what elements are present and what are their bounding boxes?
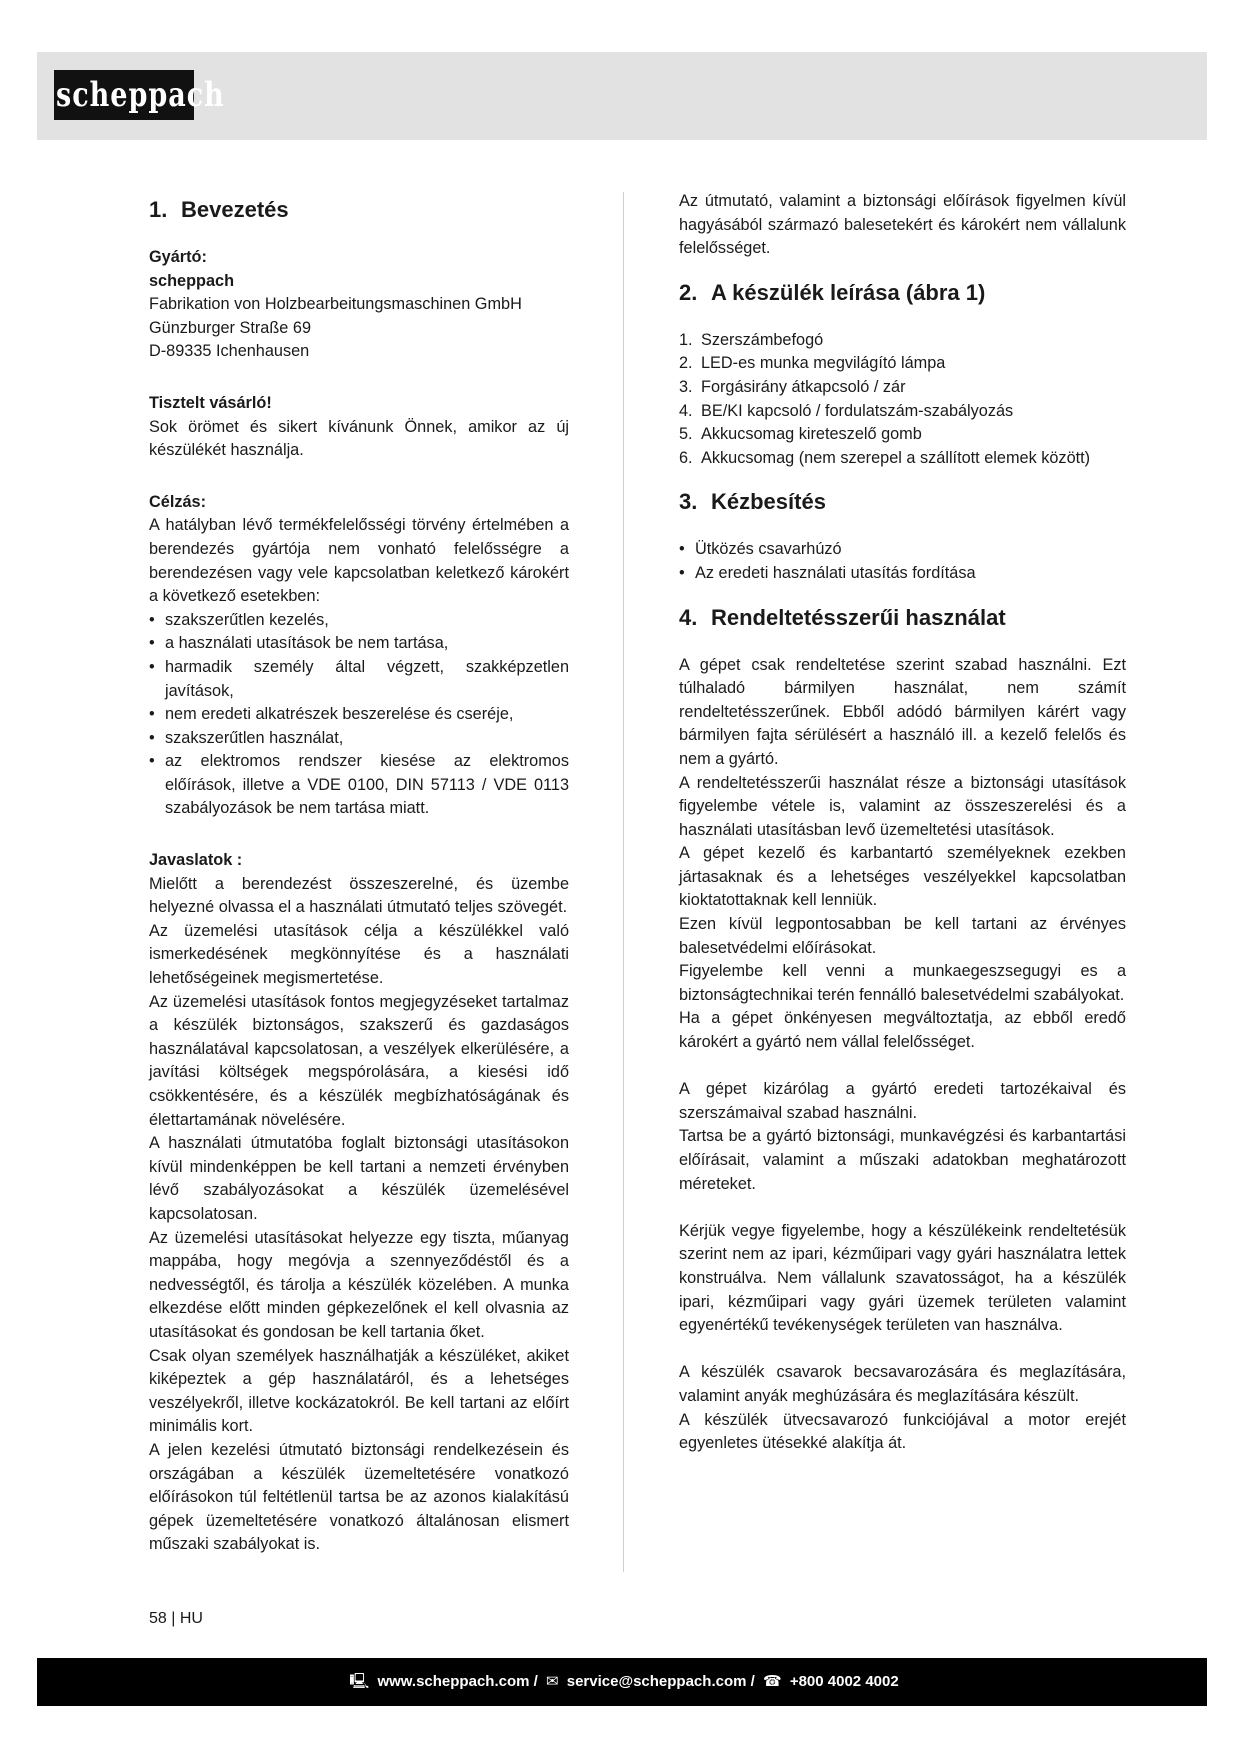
- section-1-heading: 1. Bevezetés: [149, 197, 289, 222]
- intended-use-paragraph: Tartsa be a gyártó biztonsági, munkavégzési és karbantartási előírásait, valamint a műszaki adatokban meghatározott méreteket.: [679, 1127, 1126, 1193]
- intended-use-paragraph: Figyelembe kell venni a munkaegeszsegugyi es a biztonságtechnikai terén fennálló balesetvédelmi szabályokat.: [679, 962, 1126, 1004]
- intended-use-paragraph: A rendeltetésszerűi használat része a biztonsági utasítások figyelembe vétele is, valamint az összeszerelési és a használati utasításban levő üzemeltetési utasítások.: [679, 773, 1126, 839]
- email-link[interactable]: service@scheppach.com: [566, 1673, 747, 1690]
- dear-customer-label: Tisztelt vásárló!: [149, 393, 272, 412]
- scheppach-logo: scheppach: [54, 70, 194, 120]
- recommendation-paragraph: Az üzemelési utasítások célja a készülékkel való ismerkedésének megkönnyítése és a használati lehetőségeinek megismertetése.: [149, 921, 569, 988]
- left-column: [149, 190, 569, 1557]
- device-parts-list: [679, 329, 1126, 471]
- phone-icon: ☎: [762, 1673, 782, 1690]
- section-4-heading: 4. Rendeltetésszerűi használat: [679, 604, 1006, 630]
- recommendation-paragraph: A jelen kezelési útmutató biztonsági rendelkezésein és országában a készülék üzemeltetésére vonatkozó előírásokon túl feltétlenül tartsa be az azonos kialakítású gépek üzemeltetésére vonatkozó általánosan elismert műszaki szabályokat is.: [149, 1440, 569, 1554]
- recommendation-paragraph: A használati útmutatóba foglalt biztonsági utasításokon kívül mindenképpen be kell tartani a nemzeti érvényben lévő szabályozásokat a készülék üzemelésével kapcsolatosan.: [149, 1134, 569, 1223]
- section-2-heading: 2. A készülék leírása (ábra 1): [679, 279, 986, 305]
- right-column: [679, 190, 1126, 1456]
- intended-use-paragraph: Ha a gépet önkényesen megváltoztatja, az ebből eredő károkért a gyártó nem vállal felelősséget.: [679, 1009, 1126, 1052]
- recommendations-label: Javaslatok :: [149, 851, 243, 870]
- address-line: Fabrikation von Holzbearbeitungsmaschinen GmbH: [149, 295, 522, 314]
- list-item: 1. Szerszámbefogó: [679, 330, 824, 349]
- list-item: • harmadik személy által végzett, szakképzetlen javítások,: [149, 656, 569, 703]
- mail-icon: ✉: [545, 1673, 559, 1690]
- address-line: D-89335 Ichenhausen: [149, 342, 310, 361]
- notice-list: [149, 609, 569, 821]
- website-link[interactable]: www.scheppach.com: [377, 1673, 530, 1690]
- list-item: 3. Forgásirány átkapcsoló / zár: [679, 377, 906, 396]
- intended-use-paragraph: A gépet csak rendeltetése szerint szabad használni. Ezt túlhaladó bármilyen használat, nem számít rendeltetésszerűnek. Ebből adódó bármilyen kárért vagy bármilyen fajta sérülésért a használó ill. a kezelő felelős és nem a gyártó.: [679, 655, 1126, 768]
- list-item: 6. Akkucsomag (nem szerepel a szállított elemek között): [679, 448, 1091, 467]
- intended-use-paragraph: A gépet kezelő és karbantartó személyeknek ezekben jártasaknak és a lehetséges veszélyekkel kapcsolatban kioktatottaknak kell lenniük.: [679, 844, 1126, 910]
- list-item: • nem eredeti alkatrészek beszerelése és cseréje,: [149, 703, 569, 727]
- list-item: • Az eredeti használati utasítás fordítása: [679, 562, 1126, 586]
- list-item: • szakszerűtlen használat,: [149, 727, 569, 751]
- column-divider: [623, 192, 624, 1572]
- recommendation-paragraph: Az üzemelési utasításokat helyezze egy tiszta, műanyag mappába, hogy megóvja a szennyeződéstől és a nedvességtől, és tárolja a készülék közelében. A munka elkezdése előtt minden gépkezelőnek el kell olvasnia az utasításokat és gondosan be kell tartania őket.: [149, 1228, 569, 1341]
- intended-use-paragraph: Kérjük vegye figyelembe, hogy a készülékeink rendeltetésük szerint nem az ipari, kézműipari vagy gyári használatra lettek konstruálva. Nem vállalunk szavatosságot, ha a készülék ipari, kézműipari vagy gyári üzemek területen valamint egyenértékű tevékenységek területen van használva.: [679, 1221, 1126, 1335]
- intended-use-paragraph: A gépet kizárólag a gyártó eredeti tartozékaival és szerszámaival szabad használni.: [679, 1080, 1126, 1122]
- phone-number[interactable]: +800 4002 4002: [789, 1673, 899, 1690]
- notice-text: A hatályban lévő termékfelelősségi törvény értelmében a berendezés gyártója nem vonható felelősségre a berendezésen vagy vele kapcsolatban keletkező károkért a következő esetekben:: [149, 516, 569, 606]
- list-item: 4. BE/KI kapcsoló / fordulatszám-szabályozás: [679, 401, 1014, 420]
- liability-intro-text: Az útmutató, valamint a biztonsági előírások figyelmen kívül hagyásából származó balesetekért és károkért nem vállalunk felelősséget.: [679, 192, 1126, 258]
- recommendation-paragraph: Mielőtt a berendezést összeszerelné, és üzembe helyezné olvassa el a használati útmutató teljes szövegét.: [149, 874, 569, 917]
- computer-icon: 🖳: [349, 1673, 370, 1690]
- delivery-list: [679, 538, 1126, 585]
- intended-use-paragraph: Ezen kívül legpontosabban be kell tartani az érvényes balesetvédelmi előírásokat.: [679, 915, 1126, 957]
- list-item: • Ütközés csavarhúzó: [679, 538, 1126, 562]
- intended-use-paragraph: A készülék ütvecsavarozó funkciójával a motor erejét egyenletes ütésekké alakítja át.: [679, 1410, 1126, 1453]
- manufacturer-label: Gyártó:: [149, 248, 207, 266]
- intended-use-paragraph: A készülék csavarok becsavarozására és meglazítására, valamint anyák meghúzására és meglazítására készült.: [679, 1363, 1126, 1405]
- notice-label: Célzás:: [149, 492, 207, 511]
- list-item: • a használati utasítások be nem tartása,: [149, 632, 569, 656]
- section-3-heading: 3. Kézbesítés: [679, 489, 826, 515]
- page-number: 58 | HU: [149, 1610, 203, 1627]
- list-item: • az elektromos rendszer kiesése az elektromos előírások, illetve a VDE 0100, DIN 57113 / VDE 0113 szabályozások be nem tartása miatt.: [149, 750, 569, 821]
- recommendation-paragraph: Csak olyan személyek használhatják a készüléket, akiket kiképeztek a gép használatáról, és a lehetséges veszélyekről, illetve kockázatokról. Be kell tartani az előírt minimális kort.: [149, 1346, 569, 1436]
- address-line: Günzburger Straße 69: [149, 318, 311, 337]
- footer-bar: 🖳 www.scheppach.com / ✉ service@scheppach.com / ☎ +800 4002 4002: [37, 1658, 1207, 1706]
- recommendation-paragraph: Az üzemelési utasítások fontos megjegyzéseket tartalmaz a készülék biztonságos, szakszerű és gazdaságos használatával kapcsolatosan, a veszélyek elkerülésére, a javítási költségek megspórolására, a kiesési idő csökkentésére, és a készülék megbízhatóságának és élettartamának növelésére.: [149, 992, 569, 1129]
- manufacturer-name: scheppach: [149, 271, 235, 290]
- dear-customer-text: Sok örömet és sikert kívánunk Önnek, amikor az új készülékét használja.: [149, 417, 569, 460]
- list-item: 2. LED-es munka megvilágító lámpa: [679, 354, 946, 373]
- list-item: • szakszerűtlen kezelés,: [149, 609, 569, 633]
- list-item: 5. Akkucsomag kireteszelő gomb: [679, 425, 922, 444]
